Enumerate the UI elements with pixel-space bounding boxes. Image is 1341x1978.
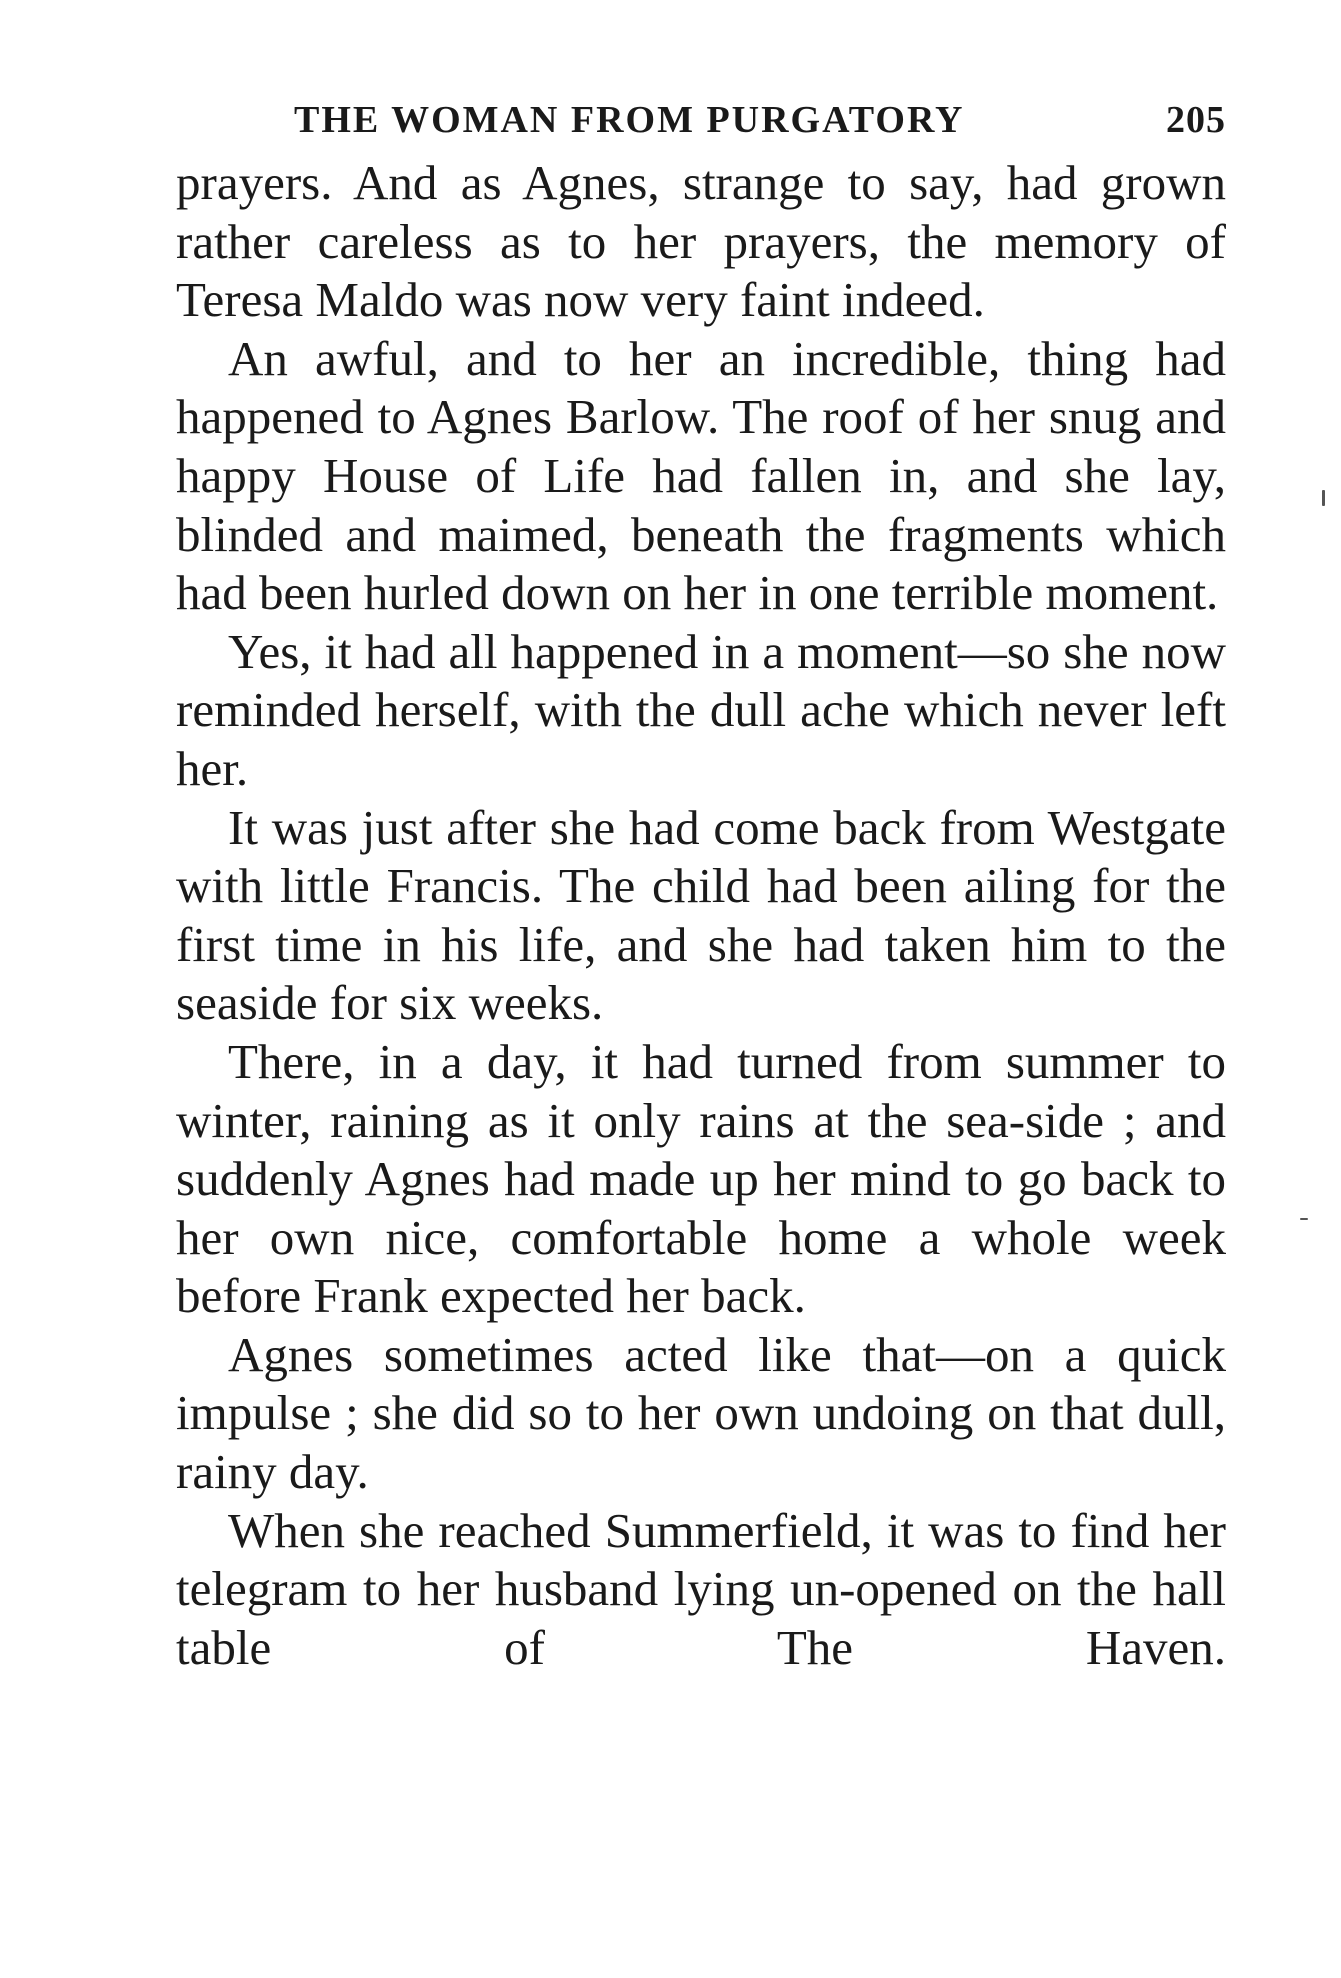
running-head bbox=[294, 92, 1226, 148]
body-text bbox=[176, 154, 1226, 1677]
paragraph: Yes, it had all happened in a moment—so she now reminded herself, with the dull ache which never left her. bbox=[176, 623, 1226, 796]
running-head-title: THE WOMAN FROM PURGATORY bbox=[294, 99, 965, 141]
paragraph: Agnes sometimes acted like that—on a quick impulse ; she did so to her own undoing on that dull, rainy day. bbox=[176, 1326, 1226, 1500]
scan-speck bbox=[1322, 490, 1325, 506]
paragraph: prayers. And as Agnes, strange to say, had grown rather careless as to her prayers, the memory of Teresa Maldo was now very faint indeed. bbox=[176, 155, 1226, 328]
paragraph: When she reached Summerfield, it was to find her telegram to her husband lying un-opened on the hall table of The Haven. bbox=[176, 1502, 1226, 1675]
paragraph: There, in a day, it had turned from summer to winter, raining as it only rains at the sea-side ; and suddenly Agnes had made up her mind to go back to her own nice, comfortable home a whole week before Frank expected her back. bbox=[176, 1033, 1226, 1324]
page-number: 205 bbox=[1166, 99, 1226, 141]
scan-speck bbox=[1300, 1218, 1308, 1220]
paragraph: An awful, and to her an incredible, thing had happened to Agnes Barlow. The roof of her snug and happy House of Life had fallen in, and she lay, blinded and maimed, beneath the fragments which had been hurled down on her in one terrible moment. bbox=[176, 330, 1226, 621]
paragraph: It was just after she had come back from Westgate with little Francis. The child had been ailing for the first time in his life, and she had taken him to the seaside for six weeks. bbox=[176, 799, 1226, 1031]
book-page bbox=[176, 92, 1226, 1677]
